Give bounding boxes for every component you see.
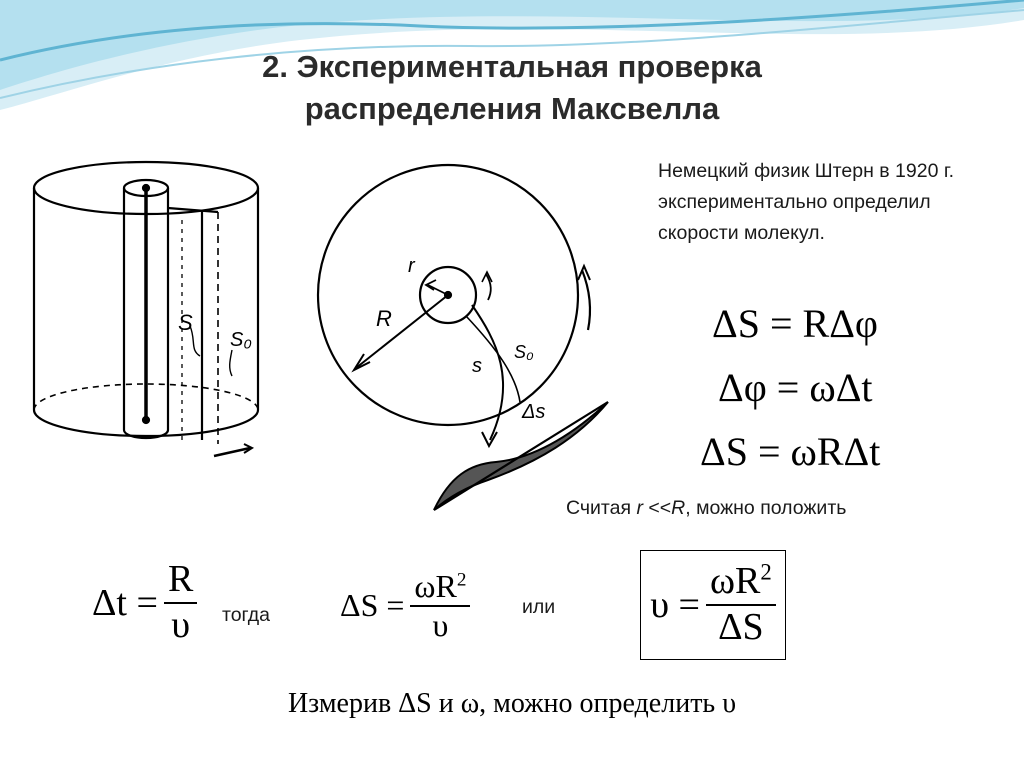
label-r-small: r <box>408 255 415 277</box>
label-r-big: R <box>376 306 392 331</box>
label-s-arc: s <box>472 355 482 377</box>
formula-time-numerator: R <box>164 558 197 604</box>
formula-speed-num-exp: 2 <box>760 559 772 585</box>
label-s0-cylinder: S₀ <box>230 329 252 351</box>
formula-time-lhs: Δt = <box>92 581 158 624</box>
word-or: или <box>522 596 556 618</box>
formula-shift-num-base: ωR <box>414 568 457 604</box>
formula-shift-numerator <box>410 568 470 607</box>
deposit-plate <box>434 402 608 510</box>
label-s0-arc: S₀ <box>514 342 534 362</box>
formula-time-of-flight <box>92 558 197 647</box>
formula-speed-lhs: υ = <box>650 584 700 626</box>
formula-shift-speed <box>340 568 470 644</box>
formula-speed-numerator <box>706 560 776 606</box>
formula-speed-fraction <box>706 560 776 649</box>
note-big-r: R <box>671 497 686 519</box>
note-mid: << <box>642 497 672 519</box>
label-delta-s: Δs <box>522 401 546 423</box>
word-then: тогда <box>222 604 271 626</box>
conclusion-line: Измерив ΔS и ω, можно определить υ <box>287 688 737 719</box>
intro-paragraph: Немецкий физик Штерн в 1920 г. экспериментально определил скорости молекул. <box>658 160 954 244</box>
note-suffix: , можно положить <box>685 497 847 519</box>
formula-speed-boxed <box>640 550 786 660</box>
slide-title <box>0 46 1024 130</box>
note-prefix: Считая <box>566 497 637 519</box>
label-s-cylinder: S <box>178 310 193 335</box>
formula-speed-denominator: ΔS <box>718 606 764 648</box>
formula-shift-lhs: ΔS = <box>340 587 405 624</box>
top-view-disk <box>318 165 590 446</box>
stern-experiment-figure <box>18 140 618 520</box>
note-r: r <box>636 497 643 519</box>
formula-time-fraction <box>164 558 197 647</box>
formula-shift-denominator: υ <box>432 606 449 643</box>
slide-title-line-2: распределения Максвелла <box>304 91 720 126</box>
formula-shift-fraction <box>410 568 470 644</box>
equation-shift: ΔS = ωRΔt <box>700 429 881 474</box>
assumption-note <box>566 497 846 520</box>
equation-arc-length: ΔS = RΔφ <box>712 301 879 346</box>
formula-speed-num-base: ωR <box>709 560 761 603</box>
equation-angle: Δφ = ωΔt <box>718 365 873 410</box>
formula-time-denominator: υ <box>171 603 191 646</box>
formula-shift-num-exp: 2 <box>456 569 467 591</box>
slide-title-line-1: 2. Экспериментальная проверка <box>262 49 762 84</box>
cylinder-apparatus <box>34 162 258 456</box>
